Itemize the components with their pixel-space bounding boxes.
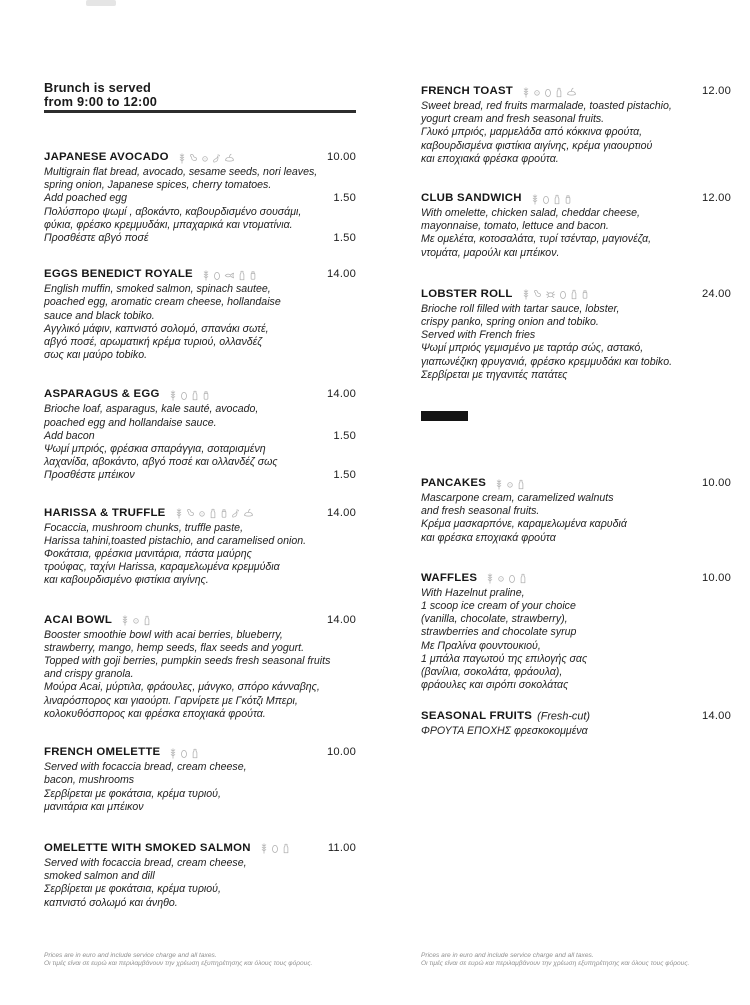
description-text: mayonnaise, tomato, lettuce and bacon.: [421, 220, 609, 233]
description-text: Mascarpone cream, caramelized walnuts: [421, 492, 614, 505]
gluten-icon: [169, 748, 177, 759]
addon-price: 1.50: [333, 192, 356, 205]
allergen-icons: [121, 615, 151, 626]
sesame-icon: [506, 479, 514, 490]
description-text: With Hazelnut praline,: [421, 586, 525, 599]
description-text: ΦΡΟΥΤΑ ΕΠΟΧΗΣ φρεσκοκομμένα: [421, 725, 588, 738]
description-text: φύκια, φρέσκο κρεμμυδάκι, μπαχαρικά και ντοματίνια.: [44, 218, 293, 231]
egg-icon: [180, 748, 188, 759]
description-text: Served with French fries: [421, 329, 536, 342]
milk-icon: [282, 843, 290, 854]
mustard-icon: [249, 270, 257, 281]
description-text: Με ομελέτα, κοτοσαλάτα, τυρί τσένταρ, μαγιονέζα,: [421, 233, 652, 246]
allergen-icons: [260, 843, 290, 854]
description-text: και φρέσκα εποχιακά φρούτα: [421, 531, 556, 544]
brunch-hours-header: [44, 81, 356, 108]
item-description-line: [44, 561, 356, 574]
description-text: ντομάτα, μαρούλι και μπέικον.: [421, 246, 560, 259]
milk-icon: [191, 390, 199, 401]
item-description-line: [44, 897, 356, 910]
item-price: 14.00: [327, 268, 356, 281]
brunch-header-line1: Brunch is served: [44, 80, 152, 95]
item-title: ACAI BOWL: [44, 613, 113, 626]
gluten-icon: [260, 843, 268, 854]
description-text: Σερβίρεται με τηγανιτές πατάτες: [421, 368, 568, 381]
description-text: τρούφας, ταχίνι Harissa, καραμελωμένα κρεμμύδια: [44, 561, 280, 574]
menu-item-title-row: [421, 288, 731, 303]
item-description-line: [44, 708, 356, 721]
mustard-icon: [220, 508, 228, 519]
menu-item: [421, 710, 731, 738]
item-title: WAFFLES: [421, 571, 478, 584]
item-description-line: [44, 443, 356, 456]
allergen-icons: [495, 479, 525, 490]
gluten-icon: [169, 390, 177, 401]
gluten-icon: [522, 289, 530, 300]
menu-item-title-row: [44, 746, 356, 761]
redacted-item-bar: [421, 411, 468, 421]
item-description-line: [421, 679, 731, 692]
allergen-icons: [522, 87, 577, 98]
item-description-line: [421, 356, 731, 369]
item-description-line: [421, 492, 731, 505]
sesame-icon: [201, 153, 209, 164]
item-title-note: (Fresh-cut): [537, 710, 590, 723]
description-text: Add bacon: [44, 429, 95, 442]
menu-item-title-row: [44, 268, 356, 283]
sesame-icon: [533, 87, 541, 98]
description-text: Booster smoothie bowl with acai berries, blueberry,: [44, 628, 283, 641]
item-description-line: [421, 316, 731, 329]
allergen-icons: [486, 573, 527, 584]
item-description-line: [421, 126, 731, 139]
item-title: LOBSTER ROLL: [421, 287, 513, 300]
description-text: Πολύσπορο ψωμί , αβοκάντο, καβουρδισμένο σουσάμι,: [44, 205, 302, 218]
description-text: Προσθέστε μπέικον: [44, 469, 135, 482]
description-text: Served with focaccia bread, cream cheese,: [44, 761, 247, 774]
menu-item-title-row: [44, 151, 356, 166]
item-title: FRENCH TOAST: [421, 85, 514, 97]
menu-item-title-row: [421, 85, 731, 100]
menu-item: [44, 746, 356, 814]
item-description-line: [44, 323, 356, 336]
menu-item: [421, 572, 731, 693]
menu-column-left: [44, 117, 356, 910]
item-description-line: [421, 100, 731, 113]
item-title: FRENCH OMELETTE: [44, 746, 161, 759]
menu-item: [44, 614, 356, 721]
item-description-line: [44, 870, 356, 883]
description-text: bacon, mushrooms: [44, 774, 135, 787]
milk-icon: [238, 270, 246, 281]
item-description-line: [44, 642, 356, 655]
menu-item-title-row: [44, 842, 356, 857]
item-description-line: [421, 505, 731, 518]
menu-item: [421, 192, 731, 260]
soy-icon: [243, 508, 254, 519]
item-description-line: [44, 629, 356, 642]
allergen-icons: [522, 289, 589, 300]
description-text: αβγό ποσέ, αρωματική κρέμα τυριού, ολλανδέζ: [44, 336, 263, 349]
description-text: Γλυκό μπριός, μαρμελάδα από κόκκινα φρούτα,: [421, 126, 643, 139]
milk-icon: [143, 615, 151, 626]
menu-item-title-row: [421, 192, 731, 207]
item-description-line: [421, 233, 731, 246]
description-text: With omelette, chicken salad, cheddar cheese,: [421, 207, 640, 220]
description-text: Multigrain flat bread, avocado, sesame seeds, nori leaves,: [44, 166, 318, 178]
milk-icon: [553, 194, 561, 205]
menu-item-title-row: [421, 477, 731, 492]
milk-icon: [191, 748, 199, 759]
description-text: Ψωμί μπριός γεμισμένο με ταρτάρ σώς, αστακό,: [421, 342, 644, 355]
item-description-line: [421, 329, 731, 342]
egg-icon: [271, 843, 279, 854]
description-text: crispy panko, spring onion and tobiko.: [421, 316, 599, 329]
item-description-line: [421, 113, 731, 126]
item-description-line: [421, 247, 731, 260]
egg-icon: [544, 87, 552, 98]
egg-icon: [213, 270, 221, 281]
item-title: OMELETTE WITH SMOKED SALMON: [44, 841, 251, 854]
description-text: yogurt cream and fresh seasonal fruits.: [421, 113, 605, 126]
item-description-line: [421, 207, 731, 220]
sesame-icon: [198, 508, 206, 519]
gluten-icon: [175, 508, 183, 519]
item-description-line: [421, 303, 731, 316]
item-description-line: [421, 653, 731, 666]
item-price: 14.00: [327, 388, 356, 401]
description-text: φράουλες και σιρόπι σοκολάτας: [421, 679, 569, 692]
description-text: και εποχιακά φρέσκα φρούτα.: [421, 152, 559, 165]
description-text: strawberry, mango, hemp seeds, flax seeds and yogurt.: [44, 641, 305, 654]
description-text: Φοκάτσια, φρέσκια μανιτάρια, πάστα μαύρης: [44, 548, 252, 561]
item-title: CLUB SANDWICH: [421, 192, 522, 205]
description-text: 1 μπάλα παγωτού της επιλογής σας: [421, 652, 588, 665]
item-description-line: [44, 456, 356, 469]
gluten-icon: [522, 87, 530, 98]
description-text: Harissa tahini,toasted pistachio, and caramelised onion.: [44, 534, 307, 547]
item-description-line: [421, 153, 731, 166]
item-price: 12.00: [702, 192, 731, 205]
crustacean-icon: [545, 289, 556, 300]
item-description-line: [44, 283, 356, 296]
chili-icon: [231, 508, 240, 519]
allergen-icons: [531, 194, 572, 205]
item-description-line: [421, 725, 731, 738]
sesame-icon: [132, 615, 140, 626]
description-text: spring onion, Japanese spices, cherry tomatoes.: [44, 179, 272, 192]
item-description-line: [44, 761, 356, 774]
egg-icon: [559, 289, 567, 300]
description-text: Add poached egg: [44, 192, 128, 205]
menu-item: [421, 85, 731, 166]
item-description-line: [44, 668, 356, 681]
menu-item-title-row: [421, 572, 731, 587]
item-price: 10.00: [327, 746, 356, 759]
description-text: Αγγλικό μάφιν, καπνιστό σολομό, σπανάκι σωτέ,: [44, 322, 269, 335]
item-price: 14.00: [702, 710, 731, 723]
item-description-line: [44, 349, 356, 362]
scan-artifact: [86, 0, 116, 6]
description-text: Sweet bread, red fruits marmalade, toasted pistachio,: [421, 100, 672, 112]
mustard-icon: [564, 194, 572, 205]
soy-icon: [224, 153, 235, 164]
item-description-line: [421, 587, 731, 600]
item-description-line: [44, 681, 356, 694]
description-text: Served with focaccia bread, cream cheese,: [44, 856, 247, 869]
egg-icon: [180, 390, 188, 401]
item-description-line: [44, 336, 356, 349]
description-text: Ψωμί μπριός, φρέσκια σπαράγγια, σοταρισμένη: [44, 443, 266, 456]
description-text: μανιτάρια και μπέικον: [44, 800, 144, 813]
chili-icon: [212, 153, 221, 164]
description-text: and crispy granola.: [44, 668, 134, 681]
menu-item-title-row: [44, 614, 356, 629]
item-description-line: [44, 296, 356, 309]
gluten-icon: [121, 615, 129, 626]
description-text: Brioche loaf, asparagus, kale sauté, avocado,: [44, 403, 259, 416]
footer-note-en: Prices are in euro and include service charge and all taxes.: [421, 952, 594, 959]
mustard-icon: [202, 390, 210, 401]
description-text: smoked salmon and dill: [44, 870, 155, 883]
item-description-line: [44, 788, 356, 801]
allergen-icons: [175, 508, 254, 519]
sesame-icon: [497, 573, 505, 584]
gluten-icon: [531, 194, 539, 205]
menu-item: [421, 477, 731, 545]
allergen-icons: [178, 153, 235, 164]
allergen-icons: [169, 748, 199, 759]
nuts-icon: [533, 289, 542, 300]
item-description-line: [421, 666, 731, 679]
description-text: Μούρα Acai, μύρτιλα, φράουλες, μάνγκο, σπόρο κάνναβης,: [44, 681, 320, 694]
description-text: Σερβίρεται με φοκάτσια, κρέμα τυριού,: [44, 787, 221, 800]
addon-price: 1.50: [333, 232, 356, 245]
description-text: English muffin, smoked salmon, spinach sautee,: [44, 283, 271, 296]
item-price: 10.00: [702, 477, 731, 490]
item-description-line: [44, 417, 356, 430]
allergen-icons: [169, 390, 210, 401]
item-description-line: [44, 574, 356, 587]
menu-item-title-row: [44, 507, 356, 522]
fish-icon: [224, 270, 235, 281]
description-text: (vanilla, chocolate, strawberry),: [421, 613, 568, 626]
description-text: κολοκυθόσπορος και φρέσκα εποχιακά φρούτα.: [44, 707, 266, 720]
mustard-icon: [581, 289, 589, 300]
nuts-icon: [186, 508, 195, 519]
item-title: HARISSA & TRUFFLE: [44, 506, 166, 519]
description-text: (βανίλια, σοκολάτα, φράουλα),: [421, 666, 563, 679]
item-description-line: [421, 532, 731, 545]
item-description-line: [44, 655, 356, 668]
item-title: ASPARAGUS & EGG: [44, 388, 160, 401]
description-text: Σερβίρεται με φοκάτσια, κρέμα τυριού,: [44, 883, 221, 896]
milk-icon: [570, 289, 578, 300]
description-text: γιαπωνέζικη φρυγανιά, φρέσκο κρεμμυδάκι και tobiko.: [421, 355, 673, 368]
item-description-line: [44, 548, 356, 561]
item-title: JAPANESE AVOCADO: [44, 151, 169, 163]
item-price: 10.00: [327, 151, 356, 163]
item-price: 14.00: [327, 613, 356, 626]
description-text: Με Πραλίνα φουντουκιού,: [421, 639, 541, 652]
item-description-line: [421, 342, 731, 355]
item-description-line: [44, 430, 356, 443]
menu-item: [44, 268, 356, 362]
item-description-line: [44, 310, 356, 323]
menu-item: [44, 507, 356, 588]
description-text: και καβουρδισμένο φιστίκια αιγίνης.: [44, 574, 209, 587]
description-text: σως και μαύρο tobiko.: [44, 349, 148, 362]
milk-icon: [519, 573, 527, 584]
soy-icon: [566, 87, 577, 98]
item-description-line: [44, 232, 356, 245]
footer-note-gr: Οι τιμές είναι σε ευρώ και περιλαμβάνουν την χρέωση εξυπηρέτησης και όλους τους φόρους.: [44, 959, 313, 967]
description-text: sauce and black tobiko.: [44, 309, 155, 322]
item-description-line: [44, 535, 356, 548]
item-description-line: [44, 206, 356, 219]
menu-item-title-row: [44, 388, 356, 403]
menu-item: [44, 388, 356, 482]
description-text: Focaccia, mushroom chunks, truffle paste,: [44, 521, 244, 534]
item-description-line: [421, 613, 731, 626]
item-description-line: [44, 179, 356, 192]
item-description-line: [421, 600, 731, 613]
header-divider-rule: [44, 110, 356, 113]
item-description-line: [44, 469, 356, 482]
menu-item-title-row: [421, 710, 731, 725]
gluten-icon: [178, 153, 186, 164]
gluten-icon: [202, 270, 210, 281]
item-description-line: [44, 857, 356, 870]
item-description-line: [421, 518, 731, 531]
item-price: 12.00: [702, 85, 731, 97]
menu-item: [44, 842, 356, 910]
description-text: and fresh seasonal fruits.: [421, 505, 540, 518]
description-text: strawberries and chocolate syrup: [421, 626, 577, 639]
nuts-icon: [189, 153, 198, 164]
item-description-line: [421, 140, 731, 153]
description-text: Topped with goji berries, pumpkin seeds fresh seasonal fruits: [44, 655, 331, 668]
item-description-line: [44, 695, 356, 708]
item-description-line: [44, 883, 356, 896]
menu-column-right: [421, 85, 731, 739]
item-price: 14.00: [327, 506, 356, 519]
allergen-icons: [202, 270, 257, 281]
milk-icon: [517, 479, 525, 490]
description-text: Προσθέστε αβγό ποσέ: [44, 232, 149, 245]
item-description-line: [421, 220, 731, 233]
footer-note-en: Prices are in euro and include service charge and all taxes.: [44, 952, 217, 959]
gluten-icon: [486, 573, 494, 584]
menu-item: [421, 288, 731, 382]
milk-icon: [555, 87, 563, 98]
footer-note-right: [421, 952, 750, 967]
description-text: poached egg and hollandaise sauce.: [44, 416, 217, 429]
description-text: καβουρδισμένα φιστίκια αιγίνης, κρέμα γιαουρτιού: [421, 139, 653, 152]
milk-icon: [209, 508, 217, 519]
description-text: 1 scoop ice cream of your choice: [421, 600, 576, 613]
item-description-line: [44, 774, 356, 787]
gluten-icon: [495, 479, 503, 490]
description-text: poached egg, aromatic cream cheese, hollandaise: [44, 296, 281, 309]
addon-price: 1.50: [333, 429, 356, 442]
item-price: 10.00: [702, 571, 731, 584]
item-title: SEASONAL FRUITS: [421, 710, 533, 723]
item-description-line: [44, 219, 356, 232]
description-text: καπνιστό σολωμό και άνηθο.: [44, 896, 178, 909]
item-description-line: [421, 369, 731, 382]
item-description-line: [44, 403, 356, 416]
brunch-header-line2: from 9:00 to 12:00: [44, 93, 158, 109]
item-title: PANCAKES: [421, 477, 487, 490]
item-description-line: [44, 522, 356, 535]
menu-item: [44, 151, 356, 245]
footer-note-left: [44, 952, 384, 967]
description-text: λιναρόσπορος και γιαούρτι. Γαρνίρετε με Γκότζι Μπερι,: [44, 694, 298, 707]
description-text: Κρέμα μασκαρπόνε, καραμελωμένα καρυδιά: [421, 518, 627, 531]
item-description-line: [44, 801, 356, 814]
egg-icon: [542, 194, 550, 205]
item-price: 24.00: [702, 287, 731, 300]
item-description-line: [44, 166, 356, 179]
addon-price: 1.50: [333, 469, 356, 482]
item-description-line: [44, 192, 356, 205]
egg-icon: [508, 573, 516, 584]
footer-note-gr: Οι τιμές είναι σε ευρώ και περιλαμβάνουν την χρέωση εξυπηρέτησης και όλους τους φόρους.: [421, 959, 690, 967]
description-text: λαχανίδα, αβοκάντο, αβγό ποσέ και ολλανδέζ σως: [44, 456, 278, 469]
item-price: 11.00: [327, 841, 356, 854]
item-description-line: [421, 640, 731, 653]
item-description-line: [421, 626, 731, 639]
description-text: Brioche roll filled with tartar sauce, lobster,: [421, 302, 620, 315]
item-title: EGGS BENEDICT ROYALE: [44, 268, 193, 281]
